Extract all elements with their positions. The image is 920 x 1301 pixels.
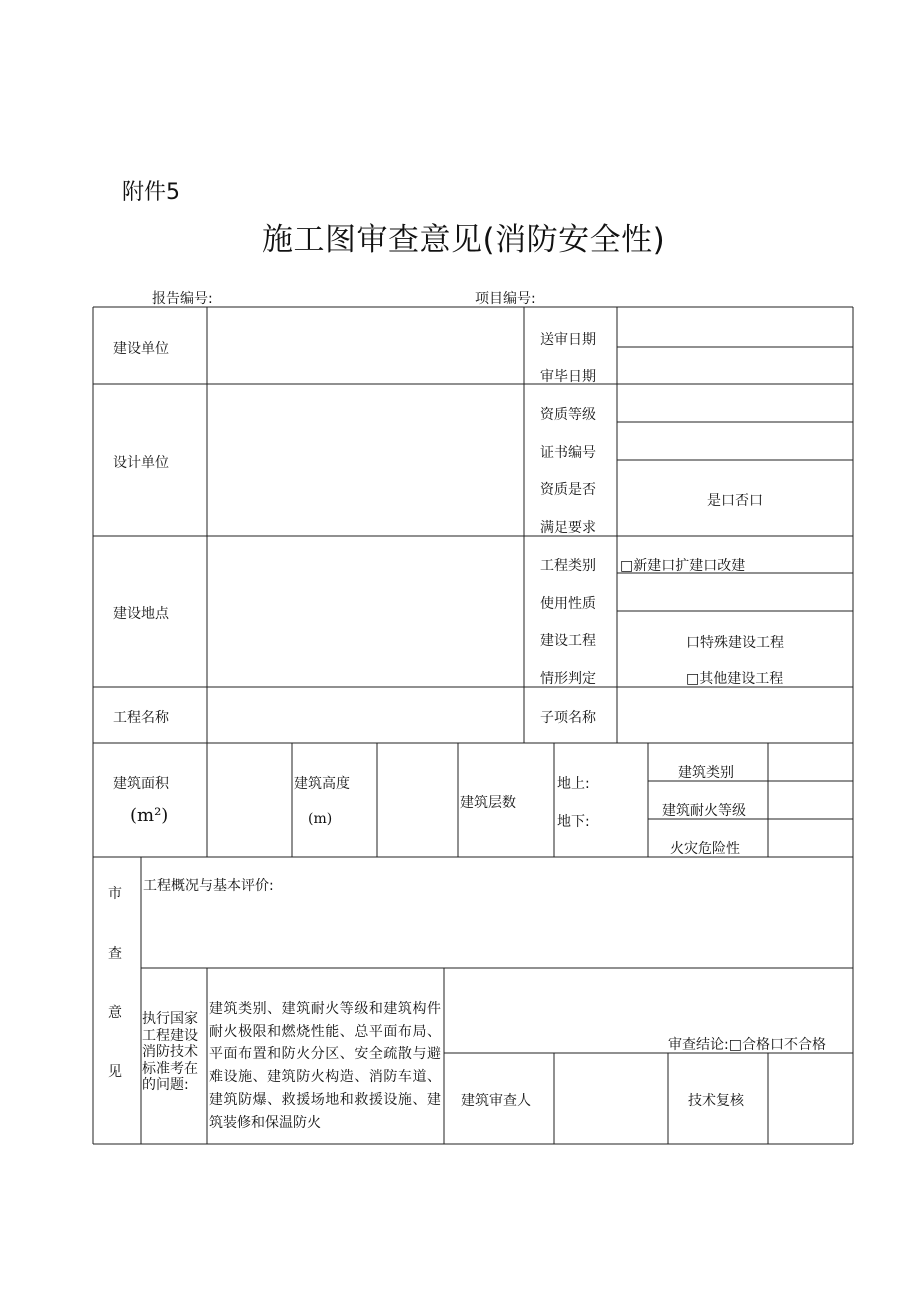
review-side-char-2: 查 — [108, 946, 122, 962]
problems-text: 建筑类别、建筑耐火等级和建筑构件耐火极限和燃烧性能、总平面布局、平面布置和防火分区、安全疏散与避难设施、建筑防火构造、消防车道、建筑防爆、救援场地和救援设施、建筑装修和保温防火 — [209, 1001, 441, 1131]
certificate-number-label: 证书编号 — [540, 445, 596, 461]
attachment-label: 附件5 — [122, 180, 180, 205]
review-conclusion-options[interactable]: 审查结论:□合格口不合格 — [668, 1037, 826, 1053]
situation-label-2: 情形判定 — [540, 671, 596, 687]
building-reviewer-label: 建筑审查人 — [461, 1093, 531, 1109]
building-height-label: 建筑高度 — [294, 776, 350, 792]
submit-date-label: 送审日期 — [540, 332, 596, 348]
floors-above-label: 地上: — [557, 776, 590, 792]
special-project-option[interactable]: 口特殊建设工程 — [686, 635, 784, 651]
situation-label-1: 建设工程 — [540, 633, 596, 649]
floors-below-label: 地下: — [557, 814, 590, 830]
review-side-char-1: 市 — [108, 886, 122, 902]
overview-label: 工程概况与基本评价: — [143, 878, 274, 894]
page-title: 施工图审查意见(消防安全性) — [262, 222, 666, 258]
review-side-char-3: 意 — [108, 1005, 122, 1021]
use-nature-label: 使用性质 — [540, 596, 596, 612]
problems-label: 执行国家工程建设消防技术标准考在的问题: — [142, 1011, 198, 1093]
project-name-label: 工程名称 — [113, 710, 169, 726]
fire-rating-label: 建筑耐火等级 — [662, 803, 746, 819]
building-category-label: 建筑类别 — [678, 765, 734, 781]
qualification-grade-label: 资质等级 — [540, 407, 596, 423]
subitem-name-label: 子项名称 — [540, 710, 596, 726]
other-project-option[interactable]: □其他建设工程 — [686, 671, 784, 687]
report-number-label: 报告编号: — [152, 291, 213, 307]
building-floors-label: 建筑层数 — [460, 795, 516, 811]
project-type-label: 工程类别 — [540, 558, 596, 574]
review-side-char-4: 见 — [108, 1064, 122, 1080]
qualification-meet-label-1: 资质是否 — [540, 482, 596, 498]
qualification-yes-no-options[interactable]: 是口否口 — [707, 493, 763, 509]
qualification-meet-label-2: 满足要求 — [540, 520, 596, 536]
finish-date-label: 审毕日期 — [540, 369, 596, 385]
site-label: 建设地点 — [113, 606, 169, 622]
designer-label: 设计单位 — [113, 455, 169, 471]
tech-check-label: 技术复核 — [688, 1093, 744, 1109]
project-type-options[interactable]: □新建口扩建口改建 — [620, 558, 746, 574]
building-area-unit: (m²) — [130, 805, 169, 826]
building-height-unit: (m) — [308, 811, 333, 827]
owner-label: 建设单位 — [113, 341, 169, 357]
fire-hazard-label: 火灾危险性 — [670, 841, 740, 857]
building-area-label: 建筑面积 — [113, 776, 169, 792]
project-number-label: 项目编号: — [475, 291, 536, 307]
